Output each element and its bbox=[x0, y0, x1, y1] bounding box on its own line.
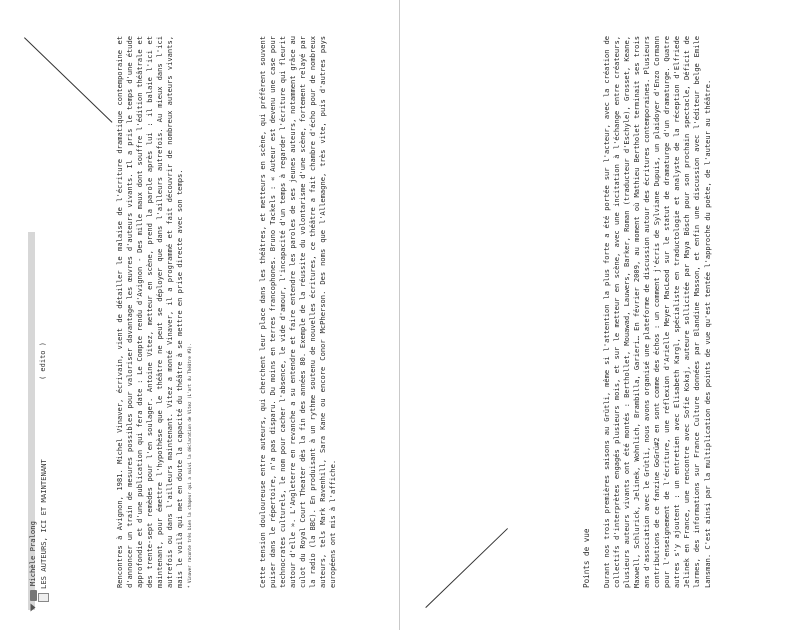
section-row[interactable] bbox=[38, 230, 49, 610]
page-divider bbox=[399, 0, 400, 630]
paragraph-3-text: Durant nos trois premières saisons au Grütli, même si l'attention la plus forte a été portée sur l'acteur, avec la création de collectifs d'interprètes engagés plusieurs mois, et sur le metteur en scène, avec une incitation à l'échange entre créateurs, plusieurs auteurs vivants ont été montés : Berthollet, Mouawad, Lauwers, Barker, Roman (traducteur d'Eschyle), Grosset, Keane, Maxwell, Schlurick, Jelinek, Wohnlich, Brambilla, Garieri… En février 2009, au moment où Mathieu Bertholet terminait ses trois ans d'association avec le Grütli, nous avons organisé une plateforme de discussion autour des écritures contemporaines. Plusieurs contributions de ce fanzine GoGrü#2 en sont comme des échos : un comment j'écris de Sylviane Dupuis, un plaidoyer d'Enzo Cormann pour l'enseignement de l'écriture, une réflexion d'Arielle Meyer MacLeod sur le statut de dramaturge d'un dramaturge. Quatre autres s'y ajoutent : un entretien avec Elisabeth Kargl, spécialiste en traductologie et analyste de la réception d'Elfriede Jelinek en France, une rencontre avec Sofie Kokaj, auteure sollicitée par Maya Bösch pour son prochain spectacle, Déficit de larmes, des informations sur France Culture données par Blandine Masson, et enfin une discussion avec l'éditeur belge Emile Lansman. C'est ainsi par la multiplication des points de vue qu'est tentée l'approche du poète, de l'auteur au théâtre. bbox=[602, 36, 712, 588]
paragraph-1-text: Rencontres à Avignon, 1981. Michel Vinaver, écrivain, vient de détailler le malaise de l'écriture dramatique contemporaine et d'annoncer un train de mesures possibles pour valoriser davantage les œuvres d'auteurs vivants. Il a pris le temps d'une étude approfondie et d'une publication qui fera date : Le Compte rendu d'Avignon - Des mille maux dont souffre l'édition théâtrale et des trente-sept remèdes pour l'en soulager. Antoine Vitez, metteur en scène, prend la parole après lui : il balaie l'ici et maintenant, pour émettre l'hypothèse que le théâtre ne peut se déployer que dans l'ailleurs autrefois. Au mieux dans l'ici autrefois ou dans l'ailleurs maintenant. Vitez a monté Vinaver, il a programmé et fait découvrir de nombreux auteurs vivants, mais le voilà qui met en doute la capacité du théâtre à se mettre en prise directe avec son temps. bbox=[115, 36, 185, 588]
author-row[interactable] bbox=[28, 230, 38, 610]
author-name: Michèle Pralong bbox=[28, 521, 37, 586]
edito-tag: ( edito ) bbox=[39, 342, 47, 380]
decorative-line-bottom bbox=[425, 528, 508, 608]
section-header bbox=[28, 230, 88, 610]
expand-triangle-icon[interactable] bbox=[31, 604, 36, 612]
decorative-line-top bbox=[24, 37, 112, 122]
paragraph-2-text: Cette tension douloureuse entre auteurs, qui cherchent leur place dans les théâtres, et metteurs en scène, qui préfèrent souvent puiser dans le répertoire, n'a pas disparu. Du moins en terres francophones. Bruno Tackels : « Auteur est devenu une case pour technocrates culturels, le nom pour cacher l'absence, le vide d'amour, l'incapacité d'un temps à regarder l'écriture qui fleurit autour d'elle ». L'Angleterre en revanche a su entendre et faire entendre les paroles de ses jeunes auteurs, notamment grâce au culot du Royal Court Theater dès la fin des années 80. Exemple de la réussite du volontarisme d'une scène, fortement relayé par la radio (la BBC). En produisant à un rythme soutenu de nouvelles écritures, ce théâtre a fait chambre d'écho pour de nombreux auteurs, tels Mark Ravenhill, Sara Kane ou encore Conor McPherson. Des noms que l'Allemagne, très vite, puis d'autres pays européens ont mis à l'affiche. bbox=[258, 36, 338, 588]
points-de-vue-heading: Points de vue bbox=[582, 528, 591, 588]
section-title: LES AUTEURS, ICI ET MAINTENANT bbox=[38, 459, 48, 589]
document-icon bbox=[38, 593, 49, 602]
footnote: * Vinaver raconte très bien la chapeur qui a suivi la déclaration de Vitez (L'art du Théâtre #3). bbox=[187, 343, 193, 588]
article-paragraph-2 bbox=[258, 36, 338, 588]
article-paragraph-3 bbox=[582, 36, 713, 588]
article-paragraph-1 bbox=[115, 36, 195, 588]
folder-icon bbox=[30, 590, 37, 601]
